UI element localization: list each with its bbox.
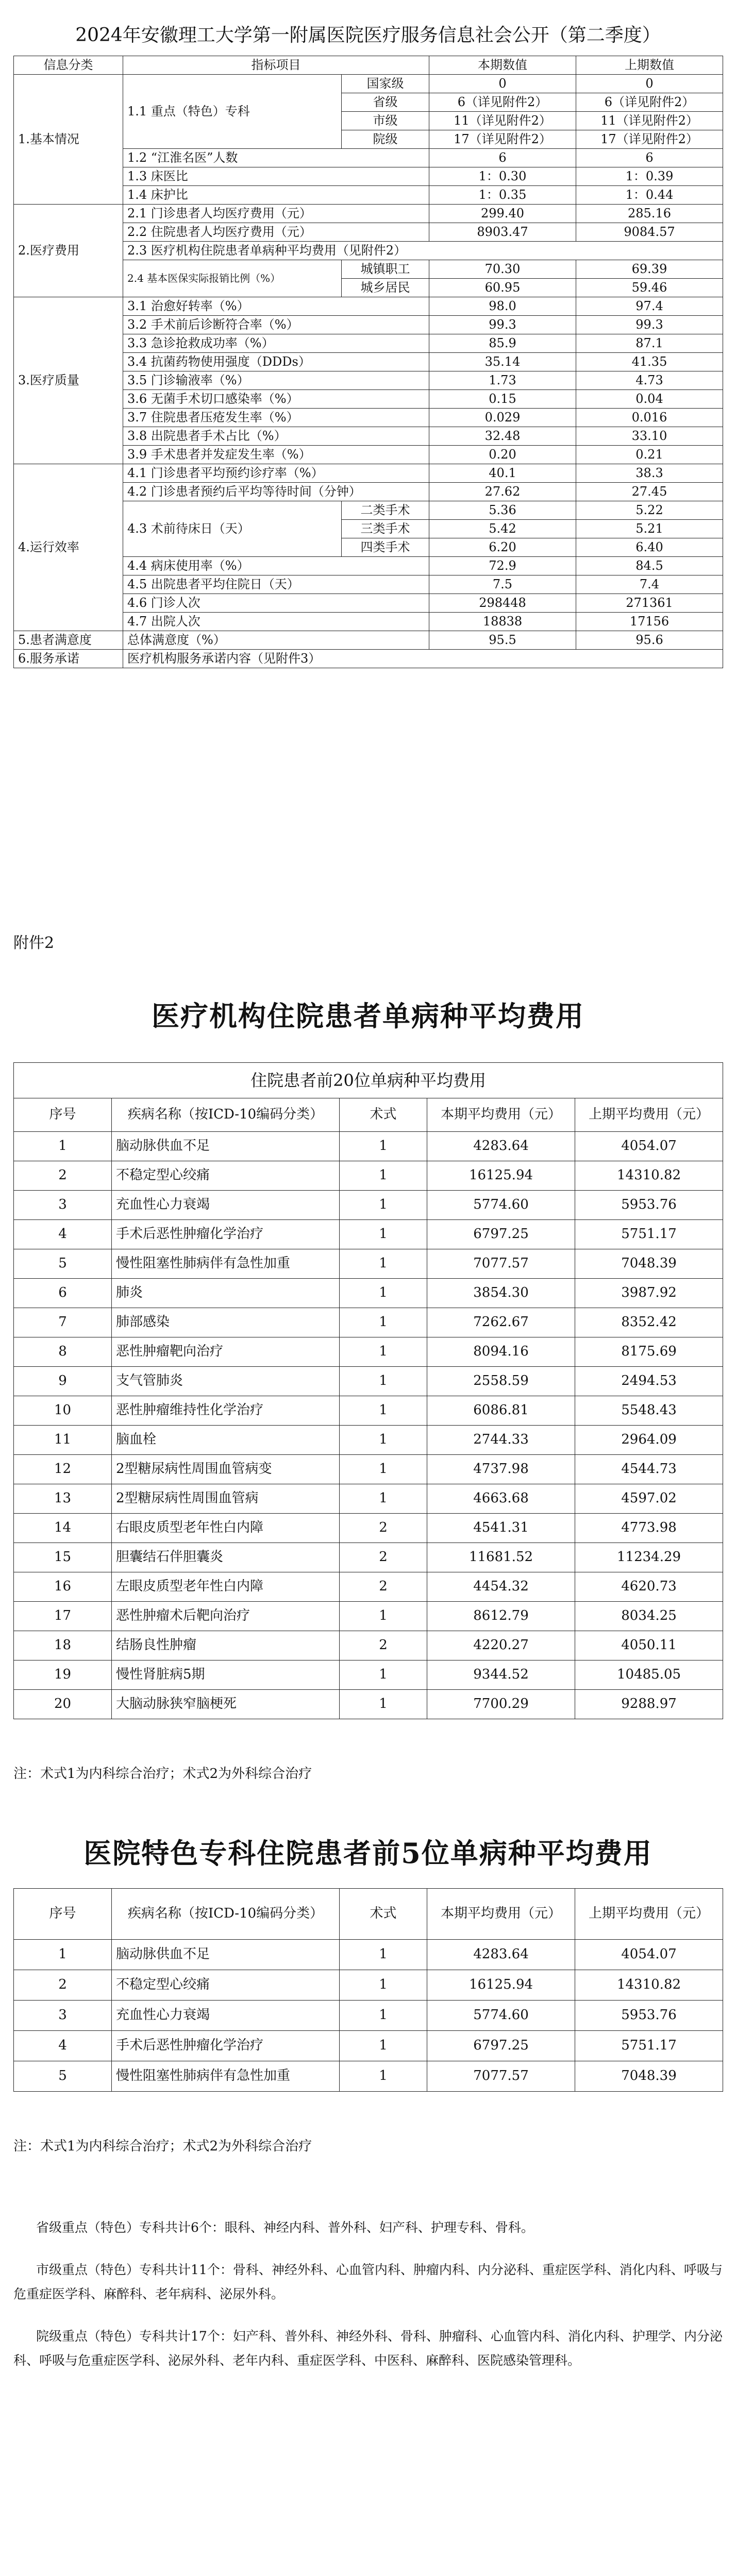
provincial-specialties-text: 省级重点（特色）专科共计6个：眼科、神经内科、普外科、妇产科、护理专科、骨科。 xyxy=(36,2220,534,2235)
procedure-type: 1 xyxy=(340,1367,427,1396)
disease-name: 大脑动脉狭窄脑梗死 xyxy=(112,1690,340,1719)
document-title: 2024年安徽理工大学第一附属医院医疗服务信息社会公开（第二季度） xyxy=(75,25,661,46)
disease-name: 慢性阻塞性肺病伴有急性加重 xyxy=(112,1249,340,1279)
procedure-type: 1 xyxy=(340,1602,427,1631)
table-row xyxy=(14,1543,723,1572)
table-header: 序号 疾病名称（按ICD-10编码分类） 术式 本期平均费用（元） 上期平均费用（元） xyxy=(14,1889,723,1940)
previous-cost: 2964.09 xyxy=(575,1426,723,1455)
procedure-type: 1 xyxy=(340,2061,427,2092)
procedure-type: 1 xyxy=(340,1279,427,1308)
procedure-type: 1 xyxy=(340,1191,427,1220)
current-cost: 6797.25 xyxy=(427,1220,575,1249)
table-row xyxy=(14,2061,723,2092)
table-row: 4.4 病床使用率（%） 72.9 84.5 xyxy=(14,557,723,575)
procedure-type: 1 xyxy=(340,1690,427,1719)
table-row xyxy=(14,1279,723,1308)
disease-name: 2型糖尿病性周围血管病 xyxy=(112,1484,340,1514)
procedure-type: 1 xyxy=(340,1484,427,1514)
row-number: 19 xyxy=(14,1660,112,1690)
disease-name: 不稳定型心绞痛 xyxy=(112,1970,340,2001)
current-cost: 7077.57 xyxy=(427,1249,575,1279)
row-number: 16 xyxy=(14,1572,112,1602)
current-cost: 4283.64 xyxy=(427,1940,575,1970)
current-cost: 4220.27 xyxy=(427,1631,575,1660)
current-cost: 4454.32 xyxy=(427,1572,575,1602)
procedure-type: 1 xyxy=(340,1161,427,1191)
table-row: 4.7 出院人次 18838 17156 xyxy=(14,613,723,631)
table-row xyxy=(14,1514,723,1543)
table-row xyxy=(14,2031,723,2061)
current-cost: 8612.79 xyxy=(427,1602,575,1631)
disease-name: 手术后恶性肿瘤化学治疗 xyxy=(112,2031,340,2061)
table-row: 3.2 手术前后诊断符合率（%） 99.3 99.3 xyxy=(14,316,723,334)
table-row: 院级 17（详见附件2） 17（详见附件2） xyxy=(14,130,723,149)
procedure-type: 2 xyxy=(340,1514,427,1543)
previous-cost: 4597.02 xyxy=(575,1484,723,1514)
procedure-type: 2 xyxy=(340,1572,427,1602)
table-row: 3.7 住院患者压疮发生率（%） 0.029 0.016 xyxy=(14,409,723,427)
table-row: 4.运行效率 4.1 门诊患者平均预约诊疗率（%） 40.1 38.3 xyxy=(14,464,723,483)
row-number: 3 xyxy=(14,1191,112,1220)
disease-name: 恶性肿瘤维持性化学治疗 xyxy=(112,1396,340,1426)
special-cost-table xyxy=(13,1888,723,2092)
table-row: 2.医疗费用 2.1 门诊患者人均医疗费用（元） 299.40 285.16 xyxy=(14,205,723,223)
row-number: 2 xyxy=(14,1161,112,1191)
previous-cost: 5953.76 xyxy=(575,2001,723,2031)
table-row xyxy=(14,1455,723,1484)
previous-cost: 5751.17 xyxy=(575,1220,723,1249)
special-note: 注：术式1为内科综合治疗；术式2为外科综合治疗 xyxy=(13,2139,312,2154)
table-row: 6.服务承诺 医疗机构服务承诺内容（见附件3） xyxy=(14,650,723,668)
table-row xyxy=(14,1396,723,1426)
table-row xyxy=(14,1690,723,1719)
current-cost: 6797.25 xyxy=(427,2031,575,2061)
disease-name: 结肠良性肿瘤 xyxy=(112,1631,340,1660)
table-row: 四类手术 6.20 6.40 xyxy=(14,538,723,557)
disease-cost-table xyxy=(13,1062,723,1719)
table-row: 4.6 门诊人次 298448 271361 xyxy=(14,594,723,613)
procedure-type: 1 xyxy=(340,1455,427,1484)
table-row: 三类手术 5.42 5.21 xyxy=(14,520,723,538)
table-row: 4.3 术前待床日（天） 二类手术 5.36 5.22 xyxy=(14,501,723,520)
table-row: 3.6 无菌手术切口感染率（%） 0.15 0.04 xyxy=(14,390,723,409)
previous-cost: 2494.53 xyxy=(575,1367,723,1396)
table-row: 3.3 急诊抢救成功率（%） 85.9 87.1 xyxy=(14,334,723,353)
procedure-type: 1 xyxy=(340,1132,427,1161)
row-number: 7 xyxy=(14,1308,112,1337)
table-row xyxy=(14,1631,723,1660)
procedure-type: 1 xyxy=(340,1220,427,1249)
table-row xyxy=(14,1602,723,1631)
row-number: 8 xyxy=(14,1337,112,1367)
disease-name: 慢性肾脏病5期 xyxy=(112,1660,340,1690)
current-cost: 2558.59 xyxy=(427,1367,575,1396)
current-cost: 8094.16 xyxy=(427,1337,575,1367)
previous-cost: 5548.43 xyxy=(575,1396,723,1426)
table-row: 3.5 门诊输液率（%） 1.73 4.73 xyxy=(14,371,723,390)
disease-name: 肺部感染 xyxy=(112,1308,340,1337)
row-number: 1 xyxy=(14,1132,112,1161)
current-cost: 4541.31 xyxy=(427,1514,575,1543)
row-number: 15 xyxy=(14,1543,112,1572)
row-number: 6 xyxy=(14,1279,112,1308)
previous-cost: 4054.07 xyxy=(575,1132,723,1161)
special-cost-rows xyxy=(14,1940,723,2092)
table-row xyxy=(14,1337,723,1367)
current-cost: 6086.81 xyxy=(427,1396,575,1426)
table-row: 2.4 基本医保实际报销比例（%） 城镇职工 70.30 69.39 xyxy=(14,260,723,279)
current-cost: 5774.60 xyxy=(427,1191,575,1220)
table-row xyxy=(14,1249,723,1279)
current-cost: 7700.29 xyxy=(427,1690,575,1719)
disease-name: 左眼皮质型老年性白内障 xyxy=(112,1572,340,1602)
previous-cost: 11234.29 xyxy=(575,1543,723,1572)
procedure-type: 1 xyxy=(340,1940,427,1970)
current-cost: 5774.60 xyxy=(427,2001,575,2031)
previous-cost: 4620.73 xyxy=(575,1572,723,1602)
table-row: 3.医疗质量 3.1 治愈好转率（%） 98.0 97.4 xyxy=(14,297,723,316)
table-header: 序号 疾病名称（按ICD-10编码分类） 术式 本期平均费用（元） 上期平均费用（元） xyxy=(14,1098,723,1132)
previous-cost: 8352.42 xyxy=(575,1308,723,1337)
procedure-type: 1 xyxy=(340,2001,427,2031)
previous-cost: 14310.82 xyxy=(575,1161,723,1191)
previous-cost: 4773.98 xyxy=(575,1514,723,1543)
current-cost: 16125.94 xyxy=(427,1161,575,1191)
procedure-type: 1 xyxy=(340,1396,427,1426)
row-number: 3 xyxy=(14,2001,112,2031)
attachment-2-title: 医疗机构住院患者单病种平均费用 xyxy=(152,999,584,1032)
previous-cost: 9288.97 xyxy=(575,1690,723,1719)
table-row xyxy=(14,1660,723,1690)
disease-name: 脑动脉供血不足 xyxy=(112,1940,340,1970)
current-cost: 9344.52 xyxy=(427,1660,575,1690)
table-row xyxy=(14,1161,723,1191)
row-number: 4 xyxy=(14,2031,112,2061)
procedure-type: 1 xyxy=(340,1249,427,1279)
table-row: 1.2 “江淮名医”人数 6 6 xyxy=(14,149,723,167)
current-cost: 7077.57 xyxy=(427,2061,575,2092)
previous-cost: 7048.39 xyxy=(575,1249,723,1279)
previous-cost: 14310.82 xyxy=(575,1970,723,2001)
table-row xyxy=(14,1970,723,2001)
disease-cost-rows xyxy=(14,1132,723,1719)
table-row xyxy=(14,2001,723,2031)
row-number: 4 xyxy=(14,1220,112,1249)
disease-name: 充血性心力衰竭 xyxy=(112,2001,340,2031)
previous-cost: 8034.25 xyxy=(575,1602,723,1631)
row-number: 20 xyxy=(14,1690,112,1719)
disease-name: 充血性心力衰竭 xyxy=(112,1191,340,1220)
current-cost: 4737.98 xyxy=(427,1455,575,1484)
current-cost: 16125.94 xyxy=(427,1970,575,2001)
procedure-type: 1 xyxy=(340,1970,427,2001)
disease-name: 恶性肿瘤靶向治疗 xyxy=(112,1337,340,1367)
disease-name: 恶性肿瘤术后靶向治疗 xyxy=(112,1602,340,1631)
disease-name: 肺炎 xyxy=(112,1279,340,1308)
disease-name: 慢性阻塞性肺病伴有急性加重 xyxy=(112,2061,340,2092)
disease-name: 支气管肺炎 xyxy=(112,1367,340,1396)
disease-name: 右眼皮质型老年性白内障 xyxy=(112,1514,340,1543)
table-row xyxy=(14,1426,723,1455)
table-header: 信息分类 指标项目 本期数值 上期数值 xyxy=(14,56,723,75)
table-row xyxy=(14,1308,723,1337)
previous-cost: 4544.73 xyxy=(575,1455,723,1484)
procedure-type: 1 xyxy=(340,2031,427,2061)
procedure-type: 2 xyxy=(340,1543,427,1572)
procedure-type: 1 xyxy=(340,1308,427,1337)
hospital-specialties-text: 院级重点（特色）专科共计17个：妇产科、普外科、神经外科、骨科、肿瘤科、心血管内科、消化内科、护理学、内分泌科、呼吸与危重症医学科、泌尿外科、老年内科、重症医学科、中医科、麻醉科、医院感染管理科。 xyxy=(13,2328,723,2368)
procedure-type: 1 xyxy=(340,1337,427,1367)
table-row: 4.2 门诊患者预约后平均等待时间（分钟） 27.62 27.45 xyxy=(14,483,723,501)
table-row: 5.患者满意度 总体满意度（%） 95.5 95.6 xyxy=(14,631,723,650)
current-cost: 3854.30 xyxy=(427,1279,575,1308)
previous-cost: 4050.11 xyxy=(575,1631,723,1660)
table-row xyxy=(14,1484,723,1514)
current-cost: 4283.64 xyxy=(427,1132,575,1161)
previous-cost: 7048.39 xyxy=(575,2061,723,2092)
previous-cost: 4054.07 xyxy=(575,1940,723,1970)
table-row: 1.4 床护比 1：0.35 1：0.44 xyxy=(14,186,723,205)
table-row: 市级 11（详见附件2） 11（详见附件2） xyxy=(14,112,723,130)
row-number: 5 xyxy=(14,2061,112,2092)
current-cost: 2744.33 xyxy=(427,1426,575,1455)
current-cost: 7262.67 xyxy=(427,1308,575,1337)
disease-name: 脑血栓 xyxy=(112,1426,340,1455)
attachment-2-label: 附件2 xyxy=(13,934,55,952)
procedure-type: 2 xyxy=(340,1631,427,1660)
row-number: 10 xyxy=(14,1396,112,1426)
disease-name: 胆囊结石伴胆囊炎 xyxy=(112,1543,340,1572)
table-row: 2.2 住院患者人均医疗费用（元） 8903.47 9084.57 xyxy=(14,223,723,242)
row-number: 13 xyxy=(14,1484,112,1514)
disease-name: 脑动脉供血不足 xyxy=(112,1132,340,1161)
table-row: 3.9 手术患者并发症发生率（%） 0.20 0.21 xyxy=(14,446,723,464)
table-caption: 住院患者前20位单病种平均费用 xyxy=(14,1063,723,1098)
current-cost: 11681.52 xyxy=(427,1543,575,1572)
table-row: 3.4 抗菌药物使用强度（DDDs） 35.14 41.35 xyxy=(14,353,723,371)
previous-cost: 5751.17 xyxy=(575,2031,723,2061)
special-paragraphs xyxy=(13,2215,725,2391)
row-number: 12 xyxy=(14,1455,112,1484)
disease-name: 不稳定型心绞痛 xyxy=(112,1161,340,1191)
table-row: 2.3 医疗机构住院患者单病种平均费用（见附件2） xyxy=(14,242,723,260)
info-table xyxy=(13,56,723,668)
row-number: 11 xyxy=(14,1426,112,1455)
table-row: 城乡居民 60.95 59.46 xyxy=(14,279,723,297)
procedure-type: 1 xyxy=(340,1426,427,1455)
special-title: 医院特色专科住院患者前5位单病种平均费用 xyxy=(83,1837,653,1870)
row-number: 14 xyxy=(14,1514,112,1543)
disease-name: 2型糖尿病性周围血管病变 xyxy=(112,1455,340,1484)
attachment-2-note: 注：术式1为内科综合治疗；术式2为外科综合治疗 xyxy=(13,1766,312,1782)
row-number: 17 xyxy=(14,1602,112,1631)
previous-cost: 8175.69 xyxy=(575,1337,723,1367)
table-row xyxy=(14,1940,723,1970)
table-row xyxy=(14,1367,723,1396)
table-row: 1.基本情况 1.1 重点（特色）专科 国家级 0 0 xyxy=(14,75,723,93)
previous-cost: 3987.92 xyxy=(575,1279,723,1308)
table-row xyxy=(14,1132,723,1161)
disease-name: 手术后恶性肿瘤化学治疗 xyxy=(112,1220,340,1249)
row-number: 18 xyxy=(14,1631,112,1660)
table-row: 1.3 床医比 1：0.30 1：0.39 xyxy=(14,167,723,186)
current-cost: 4663.68 xyxy=(427,1484,575,1514)
table-row: 省级 6（详见附件2） 6（详见附件2） xyxy=(14,93,723,112)
row-number: 5 xyxy=(14,1249,112,1279)
previous-cost: 5953.76 xyxy=(575,1191,723,1220)
city-specialties-text: 市级重点（特色）专科共计11个：骨科、神经外科、心血管内科、肿瘤内科、内分泌科、重症医学科、消化内科、呼吸与危重症医学科、麻醉科、老年病科、泌尿外科。 xyxy=(13,2262,723,2301)
table-row: 3.8 出院患者手术占比（%） 32.48 33.10 xyxy=(14,427,723,446)
previous-cost: 10485.05 xyxy=(575,1660,723,1690)
row-number: 2 xyxy=(14,1970,112,2001)
row-number: 9 xyxy=(14,1367,112,1396)
row-number: 1 xyxy=(14,1940,112,1970)
table-row xyxy=(14,1220,723,1249)
table-row xyxy=(14,1572,723,1602)
table-row xyxy=(14,1191,723,1220)
table-row: 4.5 出院患者平均住院日（天） 7.5 7.4 xyxy=(14,575,723,594)
procedure-type: 1 xyxy=(340,1660,427,1690)
